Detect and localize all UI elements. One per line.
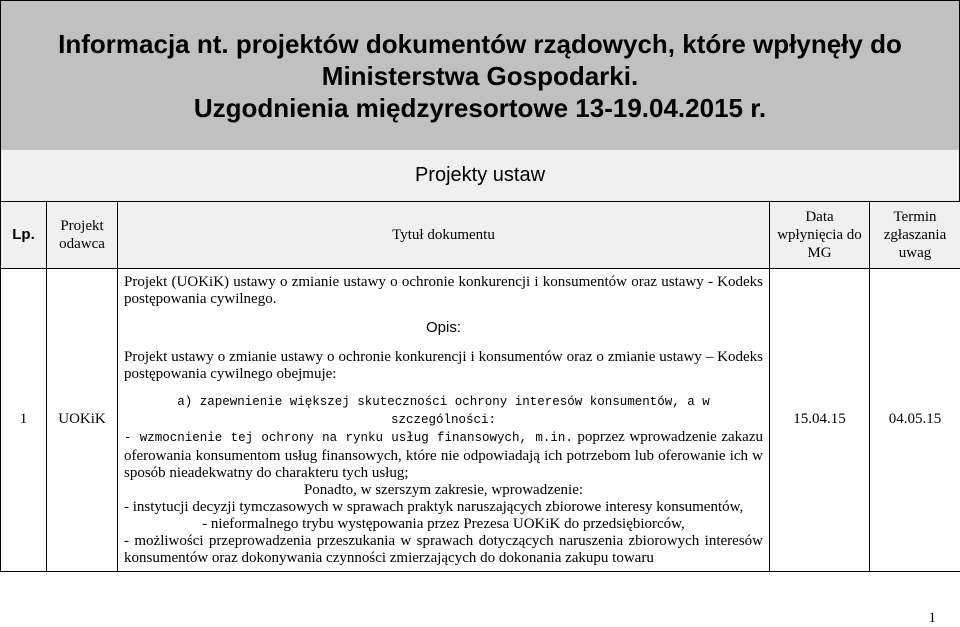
opis-intro: Projekt ustawy o zmianie ustawy o ochronie konkurencji i konsumentów oraz o zmianie ustawy – Kodeks postępowania cywilnego obejmuje: <box>124 349 763 383</box>
opis-bullet-2: - nieformalnego trybu występowania przez Prezesa UOKiK do przedsiębiorców, <box>124 516 763 533</box>
table-row <box>1 269 960 572</box>
opis-bullet-1: - instytucji decyzji tymczasowych w sprawach praktyk naruszających zbiorowe interesy konsumentów, <box>124 499 763 516</box>
cell-data-wplyniecia: 15.04.15 <box>770 269 870 572</box>
opis-ponadto: Ponadto, w szerszym zakresie, wprowadzenie: <box>124 482 763 499</box>
document-title: Projekt (UOKiK) ustawy o zmianie ustawy o ochronie konkurencji i konsumentów oraz ustawy - Kodeks postępowania cywilnego. <box>124 274 763 308</box>
opis-label: Opis: <box>124 319 763 336</box>
cell-projektodawca: UOKiK <box>47 269 118 572</box>
page-title-line-3: Uzgodnienia międzyresortowe 13-19.04.2015 r. <box>194 92 766 124</box>
opis-a-line1: a) zapewnienie większej skuteczności ochrony interesów konsumentów, a w szczególności: <box>124 394 763 429</box>
documents-table <box>0 201 960 572</box>
opis-a-line2-mono: - wzmocnienie tej ochrony na rynku usług finansowych, m.in. <box>124 431 573 445</box>
page-number: 1 <box>929 610 937 627</box>
table-header-row <box>1 202 960 269</box>
column-header-termin: Termin zgłaszania uwag <box>870 202 960 269</box>
column-header-data-wplyniecia: Data wpłynięcia do MG <box>770 202 870 269</box>
section-title: Projekty ustaw <box>0 150 960 202</box>
column-header-lp: Lp. <box>1 202 47 269</box>
cell-document-description <box>118 269 770 572</box>
cell-lp: 1 <box>1 269 47 572</box>
opis-bullet-3: - możliwości przeprowadzenia przeszukania w sprawach dotyczących naruszenia zbiorowych interesów konsumentów oraz dokonywania czynności zmierzających do dokonania zakupu towaru <box>124 533 763 567</box>
cell-termin: 04.05.15 <box>870 269 960 572</box>
column-header-projektodawca: Projekt odawca <box>47 202 118 269</box>
opis-a-line2 <box>124 429 763 482</box>
opis-a-line2-cont: poprzez wprowadzenie zakazu oferowania konsumentom usług finansowych, które nie odpowiadają ich potrzebom lub oferowanie ich w sposób nieadekwatny do charakteru tych usług; <box>124 429 763 481</box>
page-title-line-1: Informacja nt. projektów dokumentów rządowych, które wpłynęły do <box>58 28 902 60</box>
page-title-line-2: Ministerstwa Gospodarki. <box>322 60 638 92</box>
header-banner <box>0 0 960 151</box>
column-header-tytul: Tytuł dokumentu <box>118 202 770 269</box>
